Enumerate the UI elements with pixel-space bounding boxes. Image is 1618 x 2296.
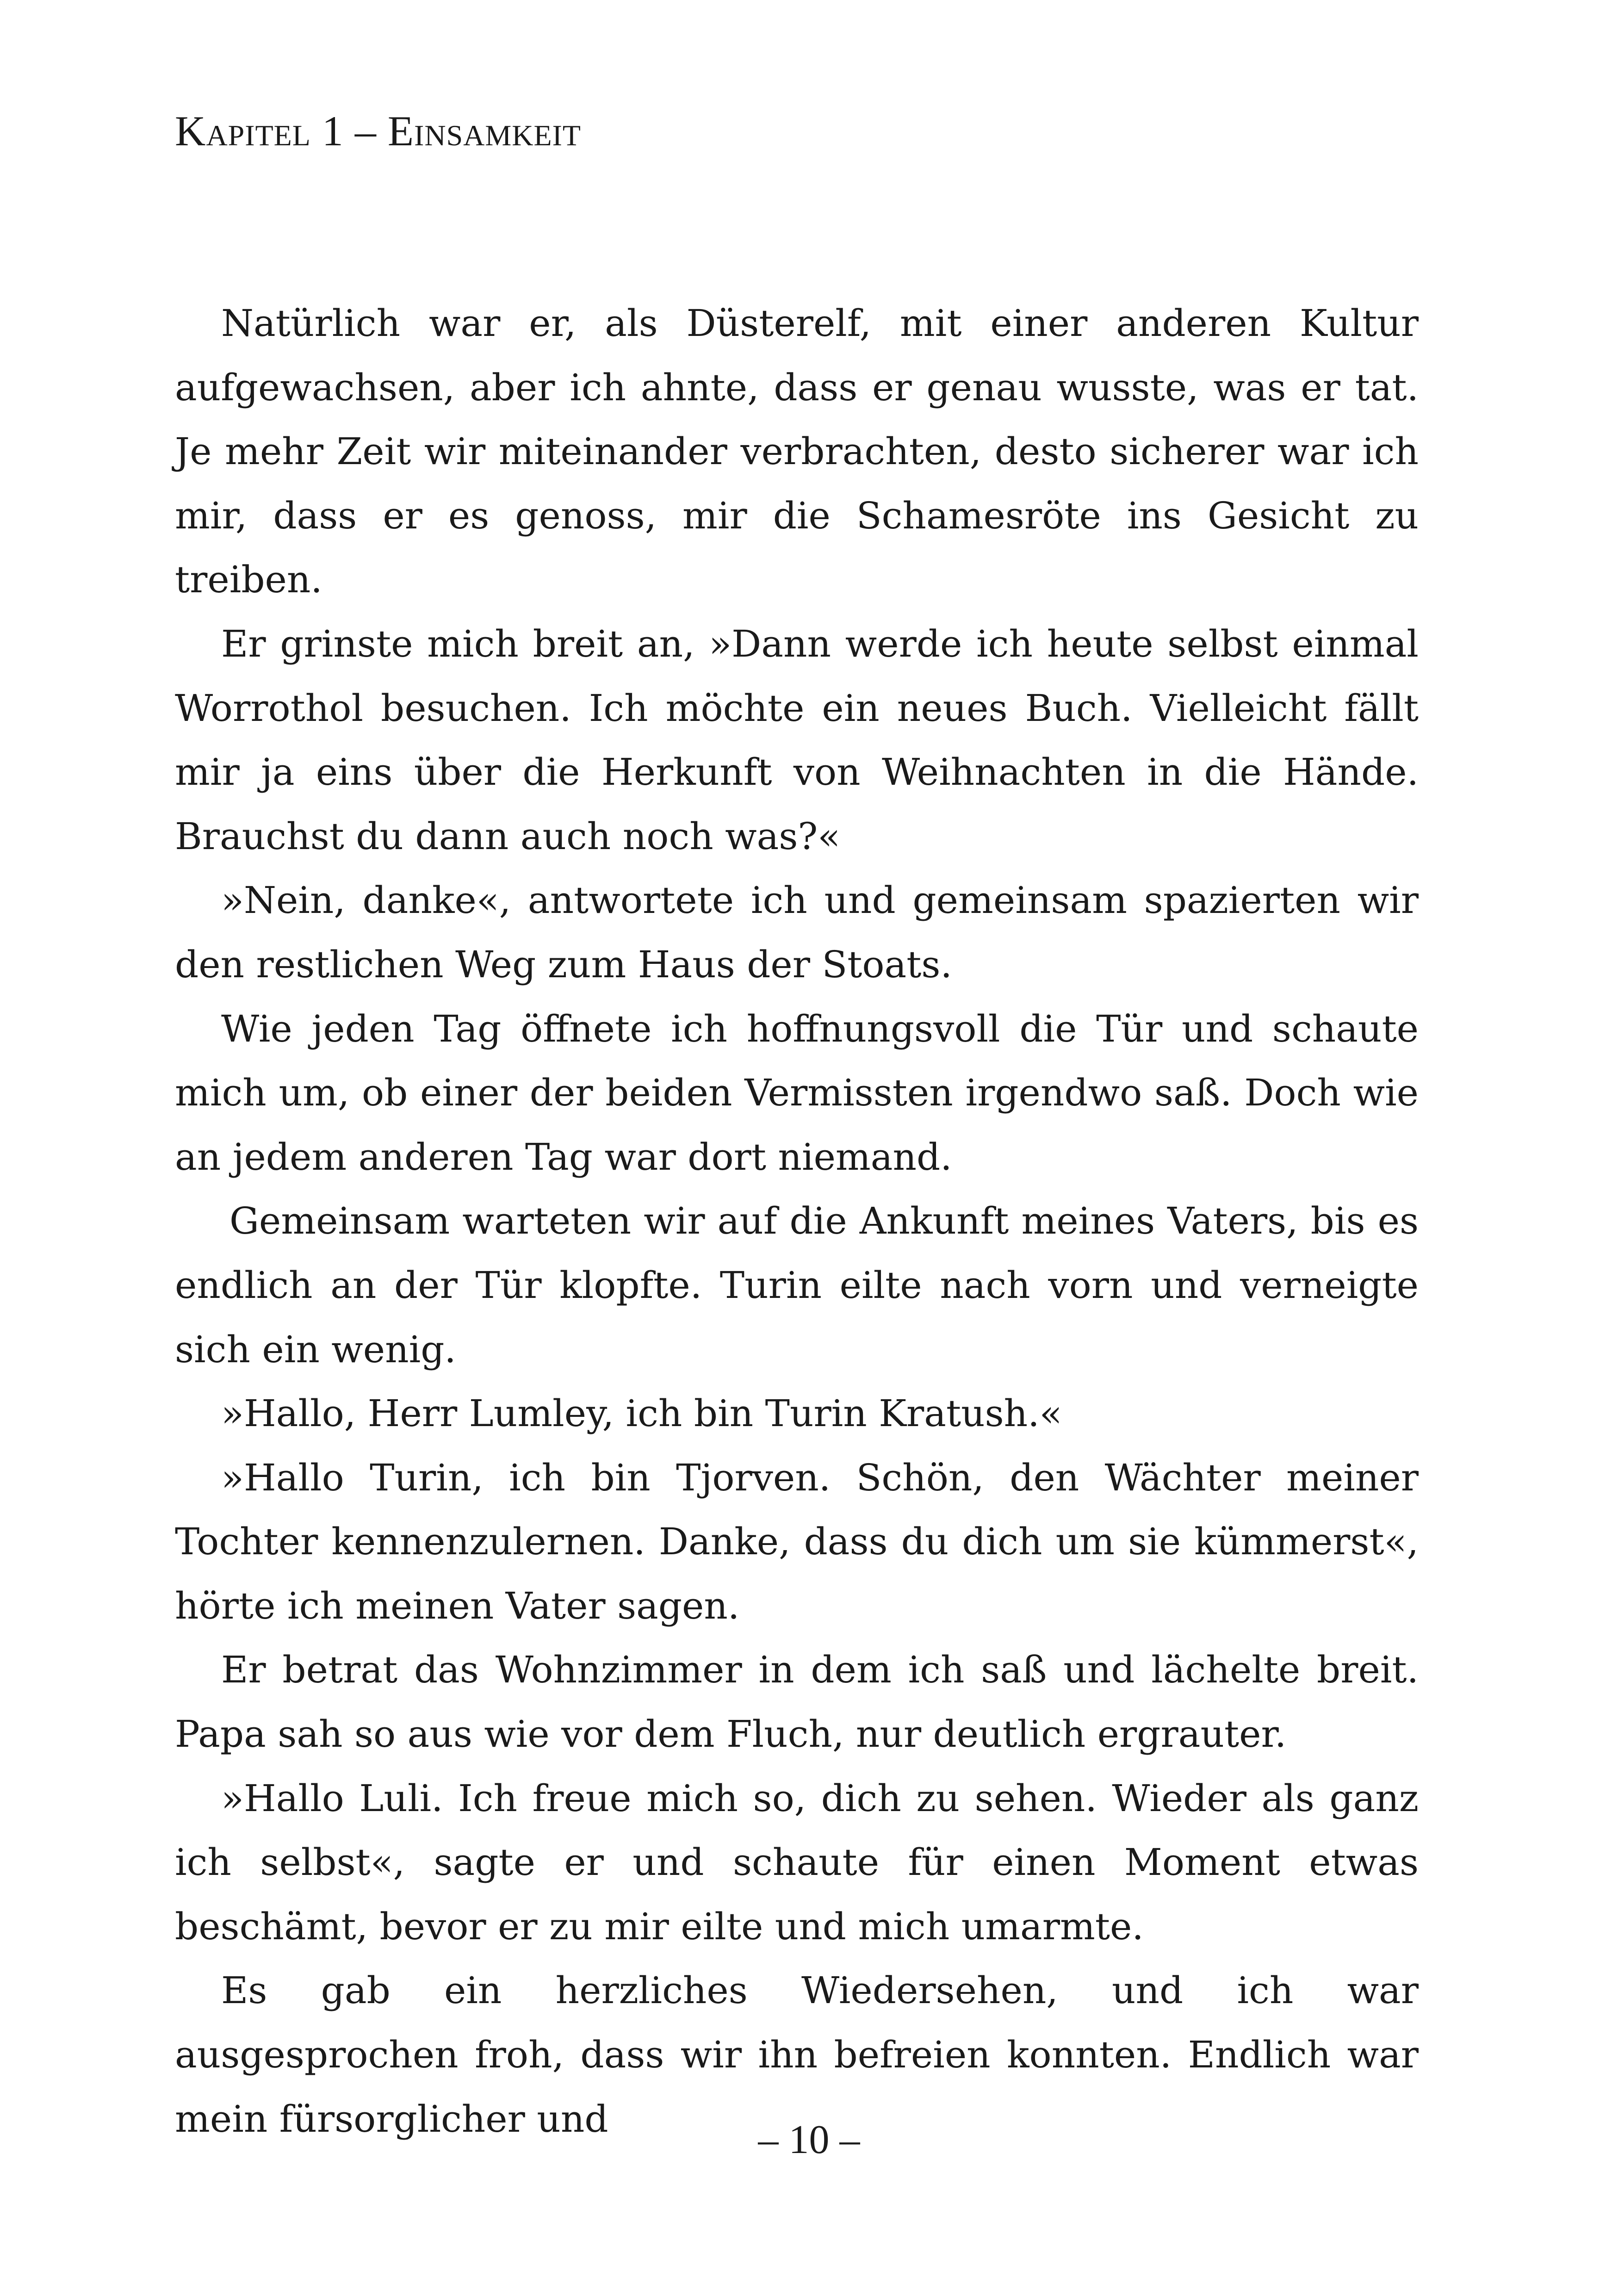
paragraph: Er betrat das Wohnzimmer in dem ich saß und lächelte breit. Papa sah so aus wie vor dem Fluch, nur deutlich ergrauter. xyxy=(175,1648,1419,1756)
paragraph: »Nein, danke«, antwortete ich und gemeinsam spazierten wir den restlichen Weg zum Haus der Stoats. xyxy=(175,879,1419,986)
paragraph: »Hallo, Herr Lumley, ich bin Turin Kratush.« xyxy=(221,1392,1062,1435)
body-text xyxy=(175,292,1419,2151)
running-head-chapter-title: Kapitel 1 – Einsamkeit xyxy=(175,107,582,155)
page-number: – 10 – xyxy=(758,2117,860,2162)
paragraph: »Hallo Turin, ich bin Tjorven. Schön, den Wächter meiner Tochter kennenzulernen. Danke, dass du dich um sie kümmerst«, hörte ich meinen Vater sagen. xyxy=(175,1456,1419,1627)
paragraph: Er grinste mich breit an, »Dann werde ich heute selbst einmal Worrothol besuchen. Ich möchte ein neues Buch. Vielleicht fällt mir ja eins über die Herkunft von Weihnachten in die Hände. Brauchst du dann auch noch was?« xyxy=(175,622,1419,858)
paragraph: Gemeinsam warteten wir auf die Ankunft meines Vaters, bis es endlich an der Tür klopfte. Turin eilte nach vorn und verneigte sich ein wenig. xyxy=(175,1199,1419,1371)
paragraph: Es gab ein herzliches Wiedersehen, und ich war ausgesprochen froh, dass wir ihn befreien konnten. Endlich war mein fürsorglicher und xyxy=(175,1969,1419,2141)
paragraph: Wie jeden Tag öffnete ich hoffnungsvoll die Tür und schaute mich um, ob einer der beiden Vermissten irgendwo saß. Doch wie an jedem anderen Tag war dort niemand. xyxy=(175,1007,1419,1179)
paragraph: »Hallo Luli. Ich freue mich so, dich zu sehen. Wieder als ganz ich selbst«, sagte er und schaute für einen Moment etwas beschämt, bevor er zu mir eilte und mich umarmte. xyxy=(175,1776,1419,1948)
paragraph: Natürlich war er, als Düsterelf, mit einer anderen Kultur aufgewachsen, aber ich ahnte, dass er genau wusste, was er tat. Je mehr Zeit wir miteinander verbrachten, desto sicherer war ich mir, dass er es genoss, mir die Schamesröte ins Gesicht zu treiben. xyxy=(175,302,1419,602)
